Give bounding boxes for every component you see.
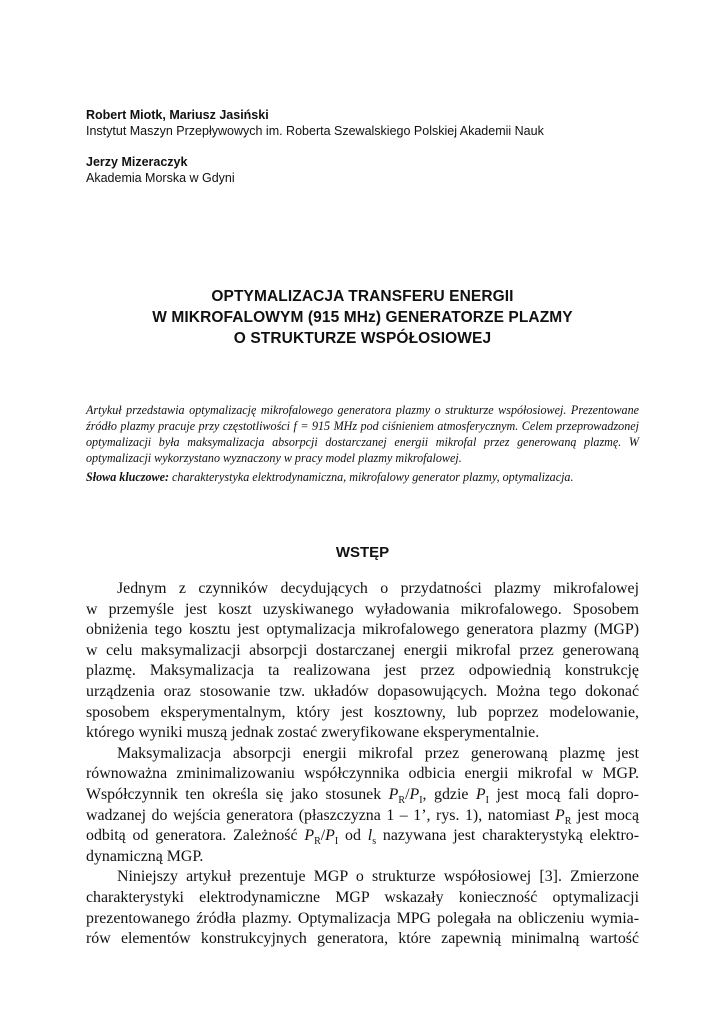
title-line-2: W MIKROFALOWYM (915 MHz) GENERATORZE PLAZMY <box>152 309 573 326</box>
keywords-label: Słowa kluczowe: <box>86 470 169 485</box>
p2-line-4: wadzanej do wejścia generatora (płaszczyzna 1 – 1’, rys. 1), natomiast $P_R$ jest mocą <box>86 806 639 827</box>
body-text <box>86 579 639 950</box>
p1-line-1: Jednym z czynników decydujących o przydatności plazmy mikrofalowej <box>117 580 639 597</box>
title-line-3: O STRUKTURZE WSPÓŁOSIOWEJ <box>233 330 492 347</box>
p3-line-3: prezentowanego źródła plazmy. Optymalizacja MPG polegała na obliczeniu wymia- <box>86 909 639 927</box>
p2-line-3: Współczynnik ten określa się jako stosunek $P_R/P_I$, gdzie $P_I$ jest mocą fali dopro- <box>86 785 639 807</box>
p2-line-2: równoważna zminimalizowaniu współczynnika odbicia energii mikrofal w MGP. <box>86 765 639 783</box>
p1-line-5: plazmę. Maksymalizacja ta realizowana jest przez odpowiednią konstrukcję <box>86 662 639 680</box>
section-heading: WSTĘP <box>335 544 390 561</box>
author-affiliation-2: Akademia Morska w Gdyni <box>86 171 235 185</box>
p1-line-2: w przemyśle jest koszt uzyskiwanego wyładowania mikrofalowego. Sposobem <box>86 600 639 618</box>
p3-line-4: rów elementów konstrukcyjnych generatora, które zapewnią minimalną wartość <box>86 930 639 948</box>
p2-line-5: odbitą od generatora. Zależność $P_R/P_I$ od $l_s$ nazywana jest charakterystyką elektro- <box>86 827 639 848</box>
p3-line-2: charakterystyki elektrodynamiczne MGP wskazały konieczność optymalizacji <box>86 888 639 906</box>
p1-line-7: sposobem eksperymentalnym, który jest kosztowny, lub poprzez modelowanie, <box>86 703 639 721</box>
p1-line-6: urządzenia oraz stosowanie tzw. układów dopasowujących. Można tego dokonać <box>86 682 639 700</box>
keywords-list: charakterystyka elektrodynamiczna, mikrofalowy generator plazmy, optymalizacja. <box>169 470 574 485</box>
author-names-1: Robert Miotk, Mariusz Jasiński <box>86 108 269 122</box>
keywords <box>86 469 639 485</box>
p3-line-1: Niniejszy artykuł prezentuje MGP o strukturze współosiowej [3]. Zmierzone <box>117 868 639 886</box>
p1-line-8: którego wyniki muszą jednak zostać zweryfikowane eksperymentalnie. <box>86 724 540 742</box>
p2-line-1: Maksymalizacja absorpcji energii mikrofal przez generowaną plazmę jest <box>117 744 639 762</box>
title-line-1: OPTYMALIZACJA TRANSFERU ENERGII <box>211 288 514 305</box>
abstract-text: Artykuł przedstawia optymalizację mikrofalowego generatora plazmy o strukturze współosiowej. Prezentowane źródło plazmy pracuje przy częstotliwości f = 915 MHz pod ciśnieniem atmosferycznym. Celem przeprowadzonej optymalizacji była maksymalizacja absorpcji dostarczanej energii mikrofal przez generowaną plazmę. W optymalizacji wykorzystano wyznaczony w pracy model plazmy mikrofalowej. <box>86 403 639 466</box>
abstract <box>86 402 639 485</box>
paper-title <box>86 286 639 349</box>
p2-line-6: dynamiczną MGP. <box>86 847 204 865</box>
p1-line-3: obniżenia tego kosztu jest optymalizacja mikrofalowego generatora plazmy (MGP) <box>86 621 639 639</box>
author-affiliation-1: Instytut Maszyn Przepływowych im. Roberta Szewalskiego Polskiej Akademii Nauk <box>86 124 544 138</box>
p1-line-4: w celu maksymalizacji absorpcji dostarczanej energii mikrofal przez generowaną <box>86 641 639 659</box>
author-names-2: Jerzy Mizeraczyk <box>86 155 188 169</box>
